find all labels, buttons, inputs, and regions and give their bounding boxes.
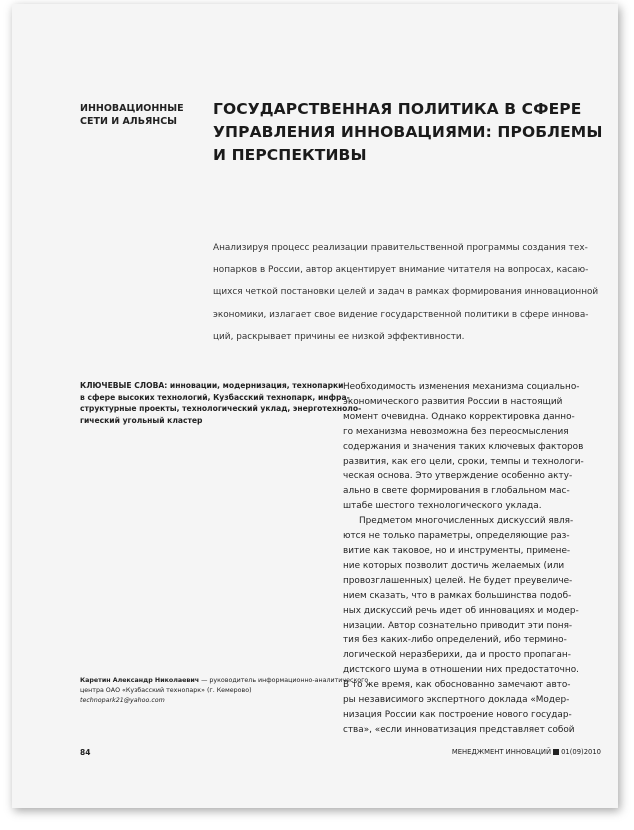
- abstract-line: экономики, излагает свое видение государственной политики в сфере иннова-: [213, 309, 589, 320]
- body-line: В то же время, как обоснованно замечают авто-: [343, 680, 571, 691]
- author-info: [80, 676, 369, 707]
- title-line: ГОСУДАРСТВЕННАЯ ПОЛИТИКА В СФЕРЕ: [213, 100, 582, 118]
- body-line: витие как таковое, но и инструменты, примене-: [343, 545, 571, 556]
- journal-footer: [452, 748, 601, 756]
- body-line: штабе шестого технологического уклада.: [343, 501, 542, 512]
- body-line: низация России как построение нового государ-: [343, 709, 572, 720]
- body-line: ных дискуссий речь идет об инновациях и модер-: [343, 605, 579, 616]
- body-line: развития, как его цели, сроки, темпы и технологи-: [343, 456, 584, 467]
- journal-issue: 01(09)2010: [561, 748, 601, 756]
- body-line: Предметом многочисленных дискуссий явля-: [359, 516, 574, 527]
- title-line: И ПЕРСПЕКТИВЫ: [213, 146, 367, 164]
- body-line: экономического развития России в настоящий: [343, 396, 563, 407]
- section-label-line: СЕТИ И АЛЬЯНСЫ: [80, 116, 178, 127]
- body-line: го механизма невозможна без переосмысления: [343, 426, 569, 437]
- author-dash: —: [199, 677, 210, 684]
- body-line: содержания и значения таких ключевых факторов: [343, 441, 584, 452]
- body-line: тия без каких-либо определений, ибо термино-: [343, 635, 567, 646]
- body-line: ются не только параметры, определяющие раз-: [343, 531, 570, 542]
- abstract-line: Анализируя процесс реализации правительственной программы создания тех-: [213, 243, 588, 253]
- author-name: Каретин Александр Николаевич: [80, 677, 200, 684]
- author-email: technopark21@yahoo.com: [80, 697, 165, 705]
- abstract: [213, 237, 599, 348]
- section-label: [80, 102, 210, 128]
- abstract-line: нопарков в России, автор акцентирует внимание читателя на вопросах, касаю-: [213, 265, 589, 276]
- abstract-line: ций, раскрывает причины ее низкой эффективности.: [213, 331, 465, 342]
- keywords-line: КЛЮЧЕВЫЕ СЛОВА: инновации, модернизация, технопарки: [80, 381, 344, 390]
- body-line: ры независимого экспертного доклада «Модер-: [343, 695, 570, 706]
- author-role-line-2: центра ОАО «Кузбасский технопарк» (г. Кемерово): [80, 687, 252, 695]
- body-line: провозглашенных) целей. Не будет преувеличе-: [343, 575, 573, 586]
- article-title: [213, 98, 613, 167]
- keywords: [80, 380, 362, 426]
- body-line: дистского шума в отношении них предостаточно.: [343, 665, 579, 676]
- keywords-line: в сфере высоких технологий, Кузбасский технопарк, инфра-: [80, 392, 350, 402]
- journal-name: МЕНЕДЖМЕНТ ИННОВАЦИЙ: [451, 748, 552, 756]
- square-bullet-icon: [553, 749, 559, 755]
- author-line-1: [80, 676, 369, 686]
- body-line: низации. Автор сознательно приводит эти поня-: [343, 620, 573, 631]
- keywords-line: структурные проекты, технологический уклад, энерготехноло-: [80, 404, 362, 413]
- body-line: ства», «если инноватизация представляет собой: [343, 724, 575, 735]
- author-role: руководитель информационно-аналитического: [209, 677, 369, 684]
- body-line: момент очевидна. Однако корректировка данно-: [343, 411, 575, 422]
- keywords-line: гический угольный кластер: [80, 415, 203, 425]
- body-line: нием сказать, что в рамках большинства подоб-: [343, 590, 572, 601]
- body-text: [343, 380, 583, 738]
- body-line: логической неразберихи, да и просто пропаган-: [343, 650, 571, 661]
- body-line: ние которых позволит достичь желаемых (или: [343, 560, 565, 571]
- section-label-line: ИННОВАЦИОННЫЕ: [80, 103, 184, 114]
- body-line: Необходимость изменения механизма социально-: [343, 382, 580, 392]
- page-number: 84: [80, 748, 91, 757]
- abstract-line: щихся четкой постановки целей и задач в рамках формирования инновационной: [213, 287, 599, 298]
- title-line: УПРАВЛЕНИЯ ИННОВАЦИЯМИ: ПРОБЛЕМЫ: [213, 123, 603, 141]
- body-line: ально в свете формирования в глобальном мас-: [343, 486, 570, 497]
- body-line: ческая основа. Это утверждение особенно акту-: [343, 471, 573, 482]
